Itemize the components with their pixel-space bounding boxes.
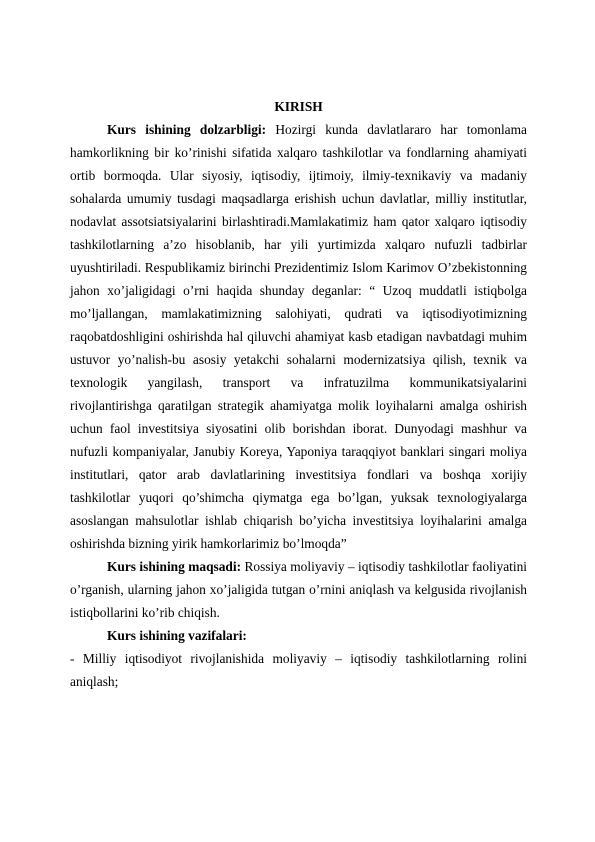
paragraph-lead: Kurs ishining vazifalari: [107, 628, 247, 643]
paragraph-lead: Kurs ishining maqsadi: [107, 559, 242, 574]
paragraph-tasks-heading [70, 624, 527, 647]
document-page [70, 95, 527, 693]
page-title: KIRISH [274, 99, 323, 114]
paragraph-task-item [70, 647, 527, 693]
paragraph-text: Hozirgi kunda davlatlararo har tomonlama hamkorlikning bir ko’rinishi sifatida xalqaro tashkilotlar va fondlarning ahamiyati ortib bormoqda. Ular siyosiy, iqtisodiy, ijtimoiy, ilmiy-texnikaviy va madaniy sohalarda umumiy tusdagi maqsadlarga erishish uchun davlatlar, milliy institutlar, nodavlat assotsiatsiyalarini birlashtiradi.Mamlakatimiz ham qator xalqaro iqtisodiy tashkilotlarning a’zo hisoblanib, har yili yurtimizda xalqaro nufuzli tadbirlar uyushtiriladi. Respublikamiz birinchi Prezidentimiz Islom Karimov O’zbekistonning jahon xo’jaligidagi o’rni haqida shunday deganlar: “ Uzoq muddatli istiqbolga mo’ljallangan, mamlakatimizning salohiyati, qudrati va iqtisodiyotimizning raqobatdoshligini oshirishda hal qiluvchi ahamiyat kasb etadigan navbatdagi muhim ustuvor yo’nalish-bu asosiy yetakchi sohalarni modernizatsiya qilish, texnik va texnologik yangilash, transport va infratuzilma kommunikatsiyalarini rivojlantirishga qaratilgan strategik ahamiyatga molik loyihalarni amalga oshirish uchun faol investitsiya siyosatini olib borishdan iborat. Dunyodagi mashhur va nufuzli kompaniyalar, Janubiy Koreya, Yaponiya taraqqiyot banklari singari moliya institutlari, qator arab davlatlarining investitsiya fondlari va boshqa xorijiy tashkilotlar yuqori qo’shimcha qiymatga ega bo’lgan, yuksak texnologiyalarga asoslangan mahsulotlar ishlab chiqarish bo’yicha investitsiya loyihalarini amalga oshirishda bizning yirik hamkorlarimiz bo’lmoqda” [70, 122, 527, 551]
paragraph-text: - Milliy iqtisodiyot rivojlanishida moliyaviy – iqtisodiy tashkilotlarning rolini aniqlash; [70, 651, 527, 689]
paragraph-text: Rossiya moliyaviy – iqtisodiy tashkilotlar faoliyatini o’rganish, ularning jahon xo’jaligida tutgan o’rnini aniqlash va kelgusida rivojlanish istiqbollarini ko’rib chiqish. [70, 559, 527, 620]
paragraph-relevance [70, 118, 527, 555]
paragraph-goal [70, 555, 527, 624]
paragraph-lead: Kurs ishining dolzarbligi: [107, 122, 267, 137]
